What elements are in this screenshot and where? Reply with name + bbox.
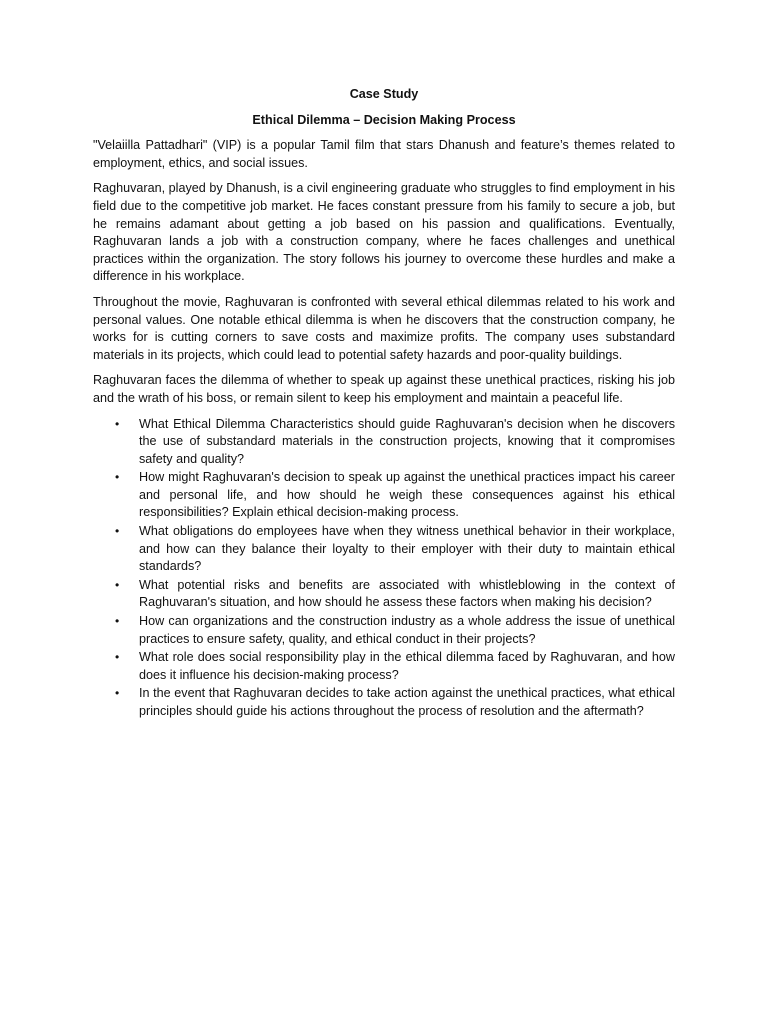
list-item xyxy=(93,613,675,648)
document-title: Case Study xyxy=(349,87,419,101)
list-item xyxy=(93,685,675,720)
bullet-icon: • xyxy=(115,416,120,431)
document-page xyxy=(93,86,675,722)
bullet-icon: • xyxy=(115,577,120,592)
list-item xyxy=(93,416,675,469)
bullet-icon: • xyxy=(115,524,120,539)
question-text: What Ethical Dilemma Characteristics should guide Raghuvaran's decision when he discovers the use of substandard materials in the construction projects, knowing that it compromises safety and quality? xyxy=(139,416,675,466)
intro-paragraph: "Velaiilla Pattadhari" (VIP) is a popular Tamil film that stars Dhanush and feature’s themes related to employment, ethics, and social issues. xyxy=(93,138,675,170)
document-subtitle: Ethical Dilemma – Decision Making Process xyxy=(252,112,516,127)
question-text: How can organizations and the construction industry as a whole address the issue of unethical practices to ensure safety, quality, and ethical conduct in their projects? xyxy=(139,614,675,646)
plot-paragraph: Raghuvaran, played by Dhanush, is a civil engineering graduate who struggles to find employment in his field due to the competitive job market. He faces constant pressure from his family to secure a job, but he remains adamant about getting a job based on his passion and qualifications. Eventually, Raghuvaran lands a job with a construction company, where he faces challenges and unethical practices within the organization. The story follows his journey to overcome these hurdles and make a difference in his workplace. xyxy=(93,181,675,284)
question-text: What potential risks and benefits are associated with whistleblowing in the context of Raghuvaran's situation, and how should he assess these factors when making his decision? xyxy=(139,577,675,610)
dilemma-paragraph: Throughout the movie, Raghuvaran is confronted with several ethical dilemmas related to his work and personal values. One notable ethical dilemma is when he discovers that the construction company, he works for is cutting corners to save costs and maximize profits. The company uses substandard materials in its projects, which could lead to potential safety hazards and poor-quality buildings. xyxy=(93,294,675,362)
bullet-icon: • xyxy=(115,686,120,701)
question-text: In the event that Raghuvaran decides to take action against the unethical practices, what ethical principles should guide his actions throughout the process of resolution and the aftermath? xyxy=(139,686,675,718)
choice-paragraph: Raghuvaran faces the dilemma of whether to speak up against these unethical practices, risking his job and the wrath of his boss, or remain silent to keep his employment and maintain a peaceful life. xyxy=(93,373,675,405)
question-text: What obligations do employees have when they witness unethical behavior in their workplace, and how can they balance their loyalty to their employer with their duty to maintain ethical standards? xyxy=(139,524,675,574)
list-item xyxy=(93,523,675,576)
list-item xyxy=(93,577,675,612)
question-text: What role does social responsibility play in the ethical dilemma faced by Raghuvaran, and how does it influence his decision-making process? xyxy=(139,650,675,682)
list-item xyxy=(93,469,675,522)
list-item xyxy=(93,649,675,684)
question-list xyxy=(93,416,675,721)
bullet-icon: • xyxy=(115,470,120,485)
bullet-icon: • xyxy=(115,650,120,665)
bullet-icon: • xyxy=(115,614,120,629)
question-text: How might Raghuvaran's decision to speak up against the unethical practices impact his career and personal life, and how should he weigh these consequences against his ethical responsibilities? Explain ethical decision-making process. xyxy=(139,470,675,520)
